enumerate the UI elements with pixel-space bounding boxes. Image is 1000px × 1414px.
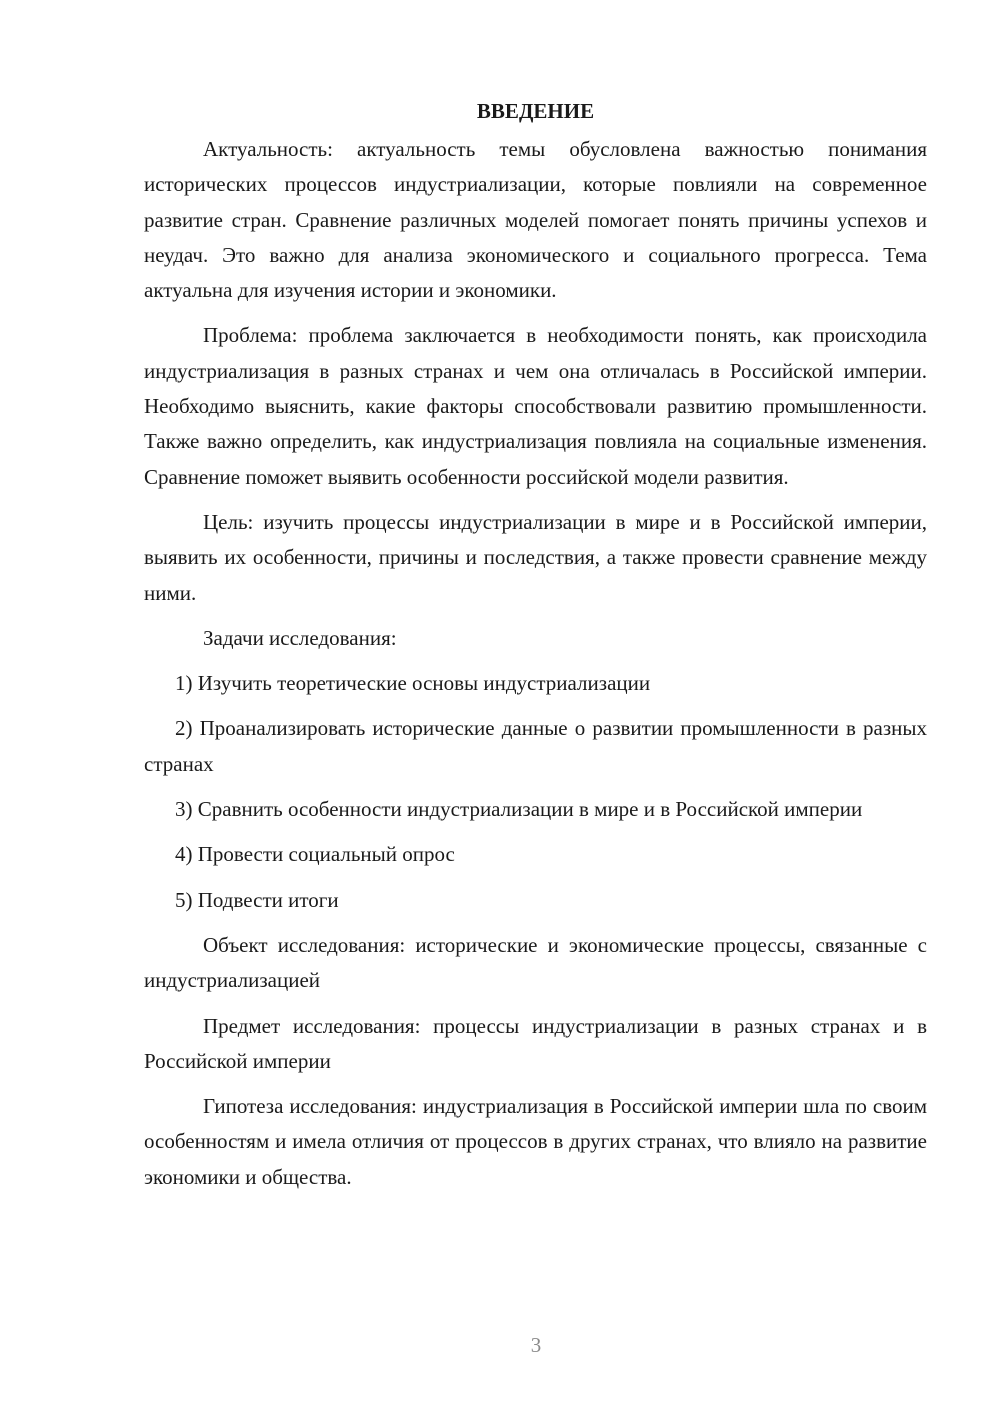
section-heading: ВВЕДЕНИЕ [476, 99, 595, 123]
task-item: 2) Проанализировать исторические данные о развитии промышленности в разных странах [144, 716, 927, 776]
object-paragraph: Объект исследования: исторические и экономические процессы, связанные с индустриализацией [144, 932, 927, 993]
task-item: 5) Подвести итоги [175, 887, 339, 912]
problem-paragraph: Проблема: проблема заключается в необходимости понять, как происходила индустриализация в разных странах и чем она отличалась в Российской империи. Необходимо выяснить, какие факторы способствовали развитию промышленности. Также важно определить, как индустриализация повлияла на социальные изменения. Сравнение поможет выявить особенности российской модели развития. [144, 323, 927, 489]
page-number: 3 [530, 1333, 542, 1357]
goal-paragraph: Цель: изучить процессы индустриализации в мире и в Российской империи, выявить их особенности, причины и последствия, а также провести сравнение между ними. [144, 509, 927, 605]
task-item: 1) Изучить теоретические основы индустриализации [175, 671, 651, 696]
hypothesis-paragraph: Гипотеза исследования: индустриализация в Российской империи шла по своим особенностям и имела отличия от процессов в других странах, что влияло на развитие экономики и общества. [144, 1094, 927, 1189]
task-item: 4) Провести социальный опрос [175, 842, 455, 867]
tasks-title: Задачи исследования: [203, 625, 397, 650]
subject-paragraph: Предмет исследования: процессы индустриализации в разных странах и в Российской империи [144, 1013, 927, 1073]
relevance-paragraph: Актуальность: актуальность темы обусловлена важностью понимания исторических процессов индустриализации, которые повлияли на современное развитие стран. Сравнение различных моделей помогает понять причины успехов и неудач. Это важно для анализа экономического и социального прогресса. Тема актуальна для изучения истории и экономики. [144, 137, 927, 303]
document-page [144, 96, 927, 1205]
task-item: 3) Сравнить особенности индустриализации в мире и в Российской империи [175, 797, 863, 822]
